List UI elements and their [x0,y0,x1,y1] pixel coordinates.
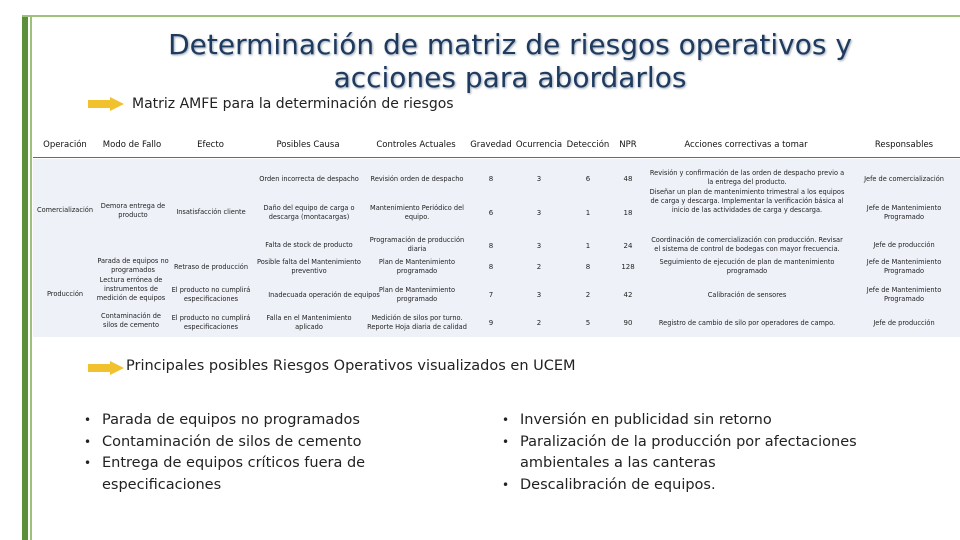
header-gravedad: Gravedad [470,140,512,150]
arrow-right-icon [88,97,124,111]
amfe-table [33,132,960,337]
cell-deteccion-5: 2 [585,291,591,299]
cell-control-6: Medición de silos por turno. Reporte Hoja diaria de calidad [367,314,467,331]
risks-list-right [498,410,878,496]
cell-deteccion-6: 5 [585,319,591,327]
cell-failure-3: Lectura errónea de instrumentos de medición de equipos [96,276,166,302]
header-deteccion: Detección [566,140,610,150]
arrow-right-icon [88,361,124,375]
cell-action-4: Seguimiento de ejecución de plan de mantenimiento programado [659,258,835,275]
section-risks-label: Principales posibles Riesgos Operativos visualizados en UCEM [126,358,576,374]
header-operacion: Operación [43,140,87,150]
list-item: • Entrega de equipos críticos fuera de especificaciones [80,453,380,496]
cell-resp-2: Jefe de Mantenimiento Programado [866,204,942,221]
cell-cause-2: Daño del equipo de carga o descarga (montacargas) [263,204,355,221]
cell-ocurrencia-5: 3 [536,291,542,299]
risks-list-left [80,410,380,496]
cell-cause-4: Posible falta del Mantenimiento preventivo [257,258,361,275]
cell-failure-1: Demora entrega de producto [100,202,166,219]
frame-top-line [22,15,960,17]
cell-gravedad-6: 9 [488,319,494,327]
list-item: • Descalibración de equipos. [498,475,878,497]
cell-deteccion-1: 6 [585,175,591,183]
cell-control-5: Plan de Mantenimiento programado [378,286,456,303]
frame-left-line [30,15,32,540]
cell-effect-4: El producto no cumplirá especificaciones [171,314,251,331]
header-controles: Controles Actuales [376,140,456,150]
cell-failure-4: Contaminación de silos de cemento [101,312,161,329]
cell-npr-3: 24 [623,242,633,250]
section-matrix-label: Matriz AMFE para la determinación de riesgos [132,96,454,112]
cell-resp-3: Jefe de producción [873,241,935,249]
cell-ocurrencia-1: 3 [536,175,542,183]
header-efecto: Efecto [197,140,224,150]
cell-operation-2: Producción [46,290,84,298]
header-responsables: Responsables [874,140,934,150]
frame-left-bar [22,15,28,540]
cell-cause-5: Inadecuada operación de equipos [268,291,380,299]
title-line-2: acciones para abordarlos [333,61,687,94]
cell-action-6: Registro de cambio de silo por operadores de campo. [658,319,836,327]
header-posibles-causa: Posibles Causa [276,140,340,150]
cell-effect-1: Insatisfacción cliente [176,208,246,216]
cell-action-5: Calibración de sensores [707,291,787,299]
cell-deteccion-3: 1 [585,242,591,250]
cell-action-3: Coordinación de comercialización con producción. Revisar el sistema de control de bodegas con mayor frecuencia. [651,236,843,253]
cell-ocurrencia-3: 3 [536,242,542,250]
cell-action-2: Diseñar un plan de mantenimiento trimestral a los equipos de carga y descarga. Implementar la verificación básica al inicio de las actividades de carga y descarga. [649,188,845,214]
cell-control-2: Mantenimiento Periódico del equipo. [370,204,464,221]
header-ocurrencia: Ocurrencia [515,140,563,150]
cell-cause-6: Falla en el Mantenimiento aplicado [266,314,352,331]
cell-control-3: Programación de producción diaria [369,236,465,253]
cell-gravedad-1: 8 [488,175,494,183]
cell-npr-2: 18 [623,209,633,217]
list-item: • Parada de equipos no programados [80,410,380,432]
header-modo-fallo: Modo de Fallo [102,140,162,150]
cell-action-1: Revisión y confirmación de las orden de despacho previo a la entrega del producto. [649,169,845,186]
page-title [100,28,920,94]
cell-gravedad-3: 8 [488,242,494,250]
cell-gravedad-4: 8 [488,263,494,271]
header-divider [33,157,960,158]
cell-cause-1: Orden incorrecta de despacho [259,175,359,183]
cell-cause-3: Falta de stock de producto [265,241,353,249]
cell-npr-1: 48 [623,175,633,183]
cell-npr-6: 90 [623,319,633,327]
cell-resp-4: Jefe de Mantenimiento Programado [866,258,942,275]
list-item: • Contaminación de silos de cemento [80,432,380,454]
cell-npr-5: 42 [623,291,633,299]
cell-ocurrencia-4: 2 [536,263,542,271]
cell-ocurrencia-6: 2 [536,319,542,327]
cell-control-1: Revisión orden de despacho [370,175,464,183]
cell-gravedad-2: 6 [488,209,494,217]
cell-deteccion-4: 8 [585,263,591,271]
cell-resp-5: Jefe de Mantenimiento Programado [866,286,942,303]
cell-effect-3: El producto no cumplirá especificaciones [171,286,251,303]
cell-control-4: Plan de Mantenimiento programado [378,258,456,275]
list-item: • Paralización de la producción por afectaciones ambientales a las canteras [498,432,878,475]
cell-effect-2: Retraso de producción [173,263,249,271]
cell-ocurrencia-2: 3 [536,209,542,217]
cell-gravedad-5: 7 [488,291,494,299]
cell-npr-4: 128 [621,263,635,271]
cell-resp-1: Jefe de comercialización [864,175,944,183]
title-line-1: Determinación de matriz de riesgos operativos y [168,28,852,61]
header-npr: NPR [619,140,637,150]
cell-operation-1: Comercialización [36,206,94,214]
header-acciones: Acciones correctivas a tomar [684,140,808,150]
cell-failure-2: Parada de equipos no programados [97,257,169,274]
list-item: • Inversión en publicidad sin retorno [498,410,878,432]
cell-resp-6: Jefe de producción [873,319,935,327]
cell-deteccion-2: 1 [585,209,591,217]
